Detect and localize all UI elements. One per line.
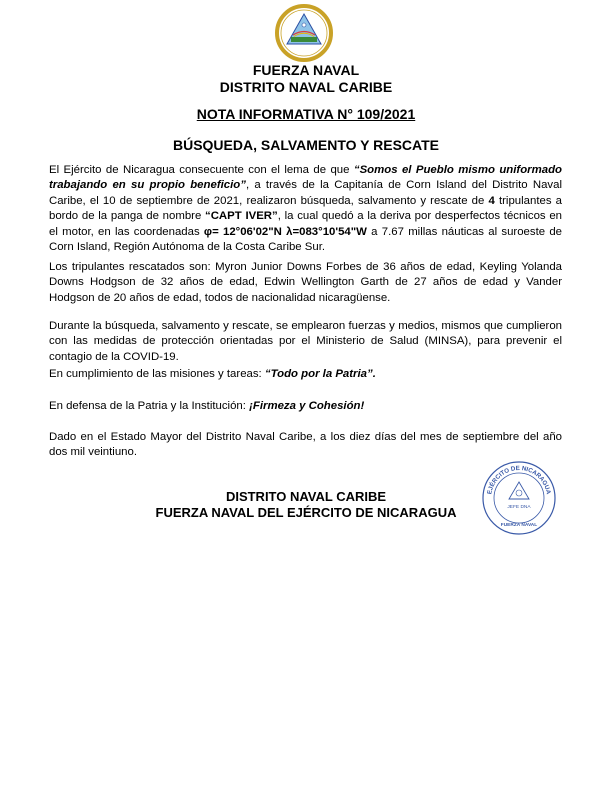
district-name: DISTRITO NAVAL CARIBE [219, 79, 393, 95]
boat-name: “CAPT IVER” [205, 210, 278, 223]
paragraph-protection-measures: Durante la búsqueda, salvamento y rescate, se emplearon fuerzas y medios, mismos que cumplieron con las medidas de protección orientadas por el Ministerio de Salud (MINSA), para prevenir el contagio de la COVID-19. [49, 320, 562, 363]
army-motto: “Somos el Pueblo mismo uniformado trabajando en su propio beneficio” [49, 164, 562, 192]
paragraph-rescued-crew: Los tripulantes rescatados son: Myron Junior Downs Forbes de 36 años de edad, Keyling Yolanda Downs Hodgson de 32 años de edad, Edwin Wellington Garth de 27 años de edad y Vander Hodgson de 20 años de edad, todos de nacionalidad nicaragüense. [49, 261, 562, 304]
institution-name: FUERZA NAVAL [252, 62, 360, 78]
paragraph-rescue-summary [49, 163, 562, 255]
svg-text:FUERZA NAVAL: FUERZA NAVAL [500, 523, 538, 528]
paragraph-defense [49, 399, 562, 414]
paragraph-date-place: Dado en el Estado Mayor del Distrito Naval Caribe, a los diez días del mes de septiembre del año dos mil veintiuno. [49, 431, 562, 459]
text-run: El Ejército de Nicaragua consecuente con el lema de que [49, 164, 354, 176]
document-subject: BÚSQUEDA, SALVAMENTO Y RESCATE [172, 137, 440, 153]
text-run: a 7.67 millas náuticas al suroeste de Corn Island, Región Autónoma de la Costa Caribe Sur. [49, 225, 563, 254]
text-run: En cumplimiento de las misiones y tareas: [49, 368, 265, 380]
signature-district: DISTRITO NAVAL CARIBE [225, 489, 387, 504]
svg-text:EJÉRCITO DE NICARAGUA: EJÉRCITO DE NICARAGUA [486, 464, 552, 495]
official-seal-stamp [481, 460, 557, 536]
nicaragua-coat-of-arms-icon [269, 4, 339, 62]
slogan-patria: “Todo por la Patria”. [264, 368, 376, 380]
crew-count: 4 [488, 194, 495, 207]
text-run: tripulantes a bordo de la panga de nombre [49, 194, 563, 223]
text-run: En defensa de la Patria y la Institución: [49, 400, 250, 412]
document-number: NOTA INFORMATIVA N° 109/2021 [196, 106, 416, 122]
svg-text:JEFE DNA: JEFE DNA [507, 505, 531, 510]
paragraph-missions [49, 367, 562, 382]
text-run: , la cual quedó a la deriva por desperfectos técnicos en el motor, en las coordenadas [49, 210, 562, 238]
slogan-firmeza: ¡Firmeza y Cohesión! [249, 400, 365, 412]
text-run: , a través de la Capitanía de Corn Island del Distrito Naval Caribe, el 10 de septiembre de 2021, realizaron búsqueda, salvamento y rescate de [49, 179, 562, 207]
coordinates: φ= 12°06'02"N λ=083°10'54"W [203, 225, 367, 238]
signature-force: FUERZA NAVAL DEL EJÉRCITO DE NICARAGUA [155, 505, 457, 520]
